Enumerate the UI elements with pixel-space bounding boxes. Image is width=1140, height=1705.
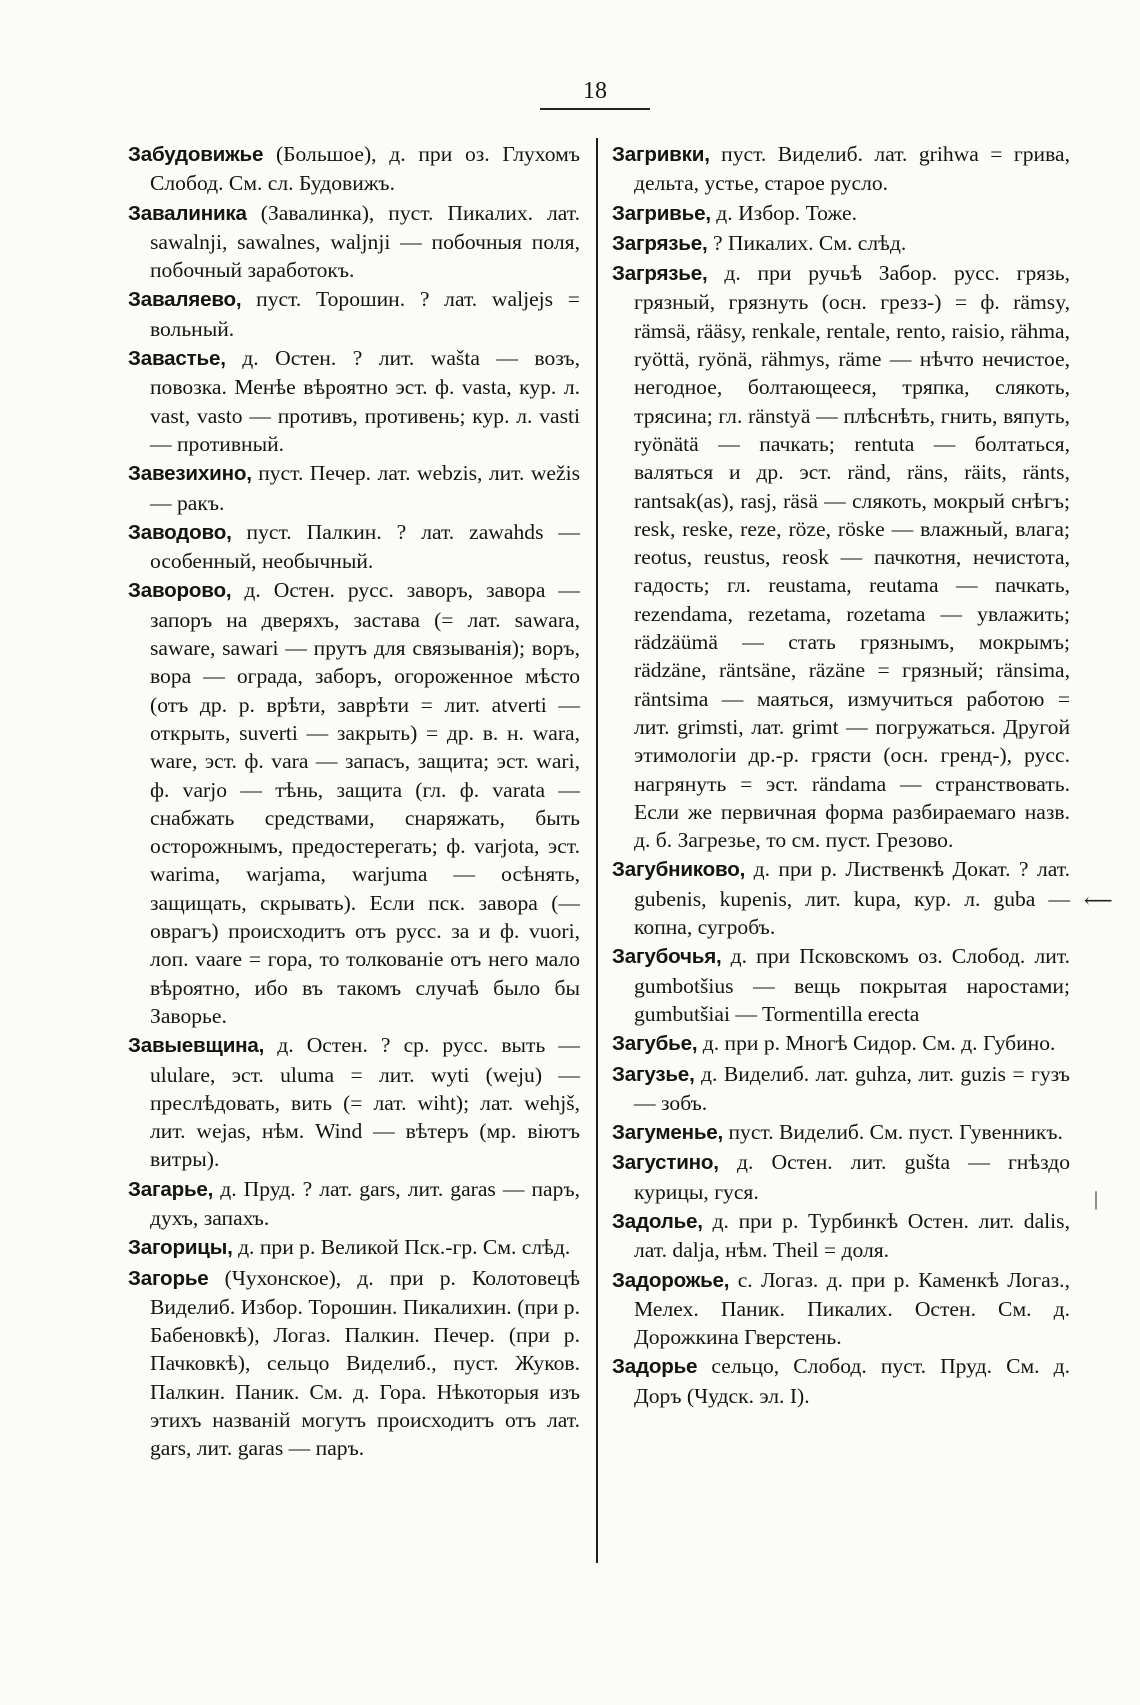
dictionary-entry bbox=[128, 1031, 580, 1173]
entry-headword: Завалиника bbox=[128, 201, 247, 225]
entry-headword: Задолье, bbox=[612, 1209, 703, 1233]
entry-headword: Завастье, bbox=[128, 347, 226, 371]
dictionary-entry bbox=[612, 1266, 1070, 1352]
entry-definition: сельцо, Слобод. пуст. Пруд. См. д. Доръ (Чудск. эл. I). bbox=[634, 1354, 1070, 1408]
entry-definition: (Завалинка), пуст. Пикалих. лат. sawalnji, sawalnes, waljnji — побочныя поля, побочный заработокъ. bbox=[150, 200, 580, 283]
dictionary-entry bbox=[128, 344, 580, 458]
entry-headword: Загубниково, bbox=[612, 858, 746, 882]
entry-definition: (Чухонское), д. при р. Колотовецѣ Виделиб. Избор. Торошин. Пикалихин. (при р. Бабеновкѣ), Логаз. Палкин. Печер. (при р. Пачковкѣ), сельцо Виделиб., пуст. Жуков. Палкин. Паник. См. д. Гора. Нѣкоторыя изъ этихъ названій могутъ происходитъ отъ лат. gars, лит. garas — паръ. bbox=[150, 1265, 580, 1461]
dictionary-entry bbox=[128, 576, 580, 1030]
entry-definition: пуст. Виделиб. лат. grihwa = грива, дельта, устье, старое русло. bbox=[634, 142, 1070, 196]
dictionary-entry bbox=[612, 1352, 1070, 1410]
entry-headword: Задорожье, bbox=[612, 1268, 730, 1292]
entry-definition: д. при р. Лиственкѣ Докат. ? лат. gubenis, kupenis, лит. kupa, кур. л. guba — копна, сугробъ. bbox=[634, 857, 1070, 940]
entry-headword: Загривье, bbox=[612, 201, 711, 225]
margin-mark-tick: | bbox=[1094, 1188, 1099, 1210]
entry-definition: ? Пикалих. См. слѣд. bbox=[712, 230, 907, 255]
dictionary-entry bbox=[128, 518, 580, 576]
dictionary-entry bbox=[128, 1233, 580, 1262]
entry-definition: д. при р. Многѣ Сидор. См. д. Губино. bbox=[702, 1031, 1056, 1056]
entry-headword: Завезихино, bbox=[128, 462, 252, 486]
entry-headword: Загорье bbox=[128, 1266, 209, 1290]
entry-headword: Завыевщина, bbox=[128, 1034, 265, 1058]
entry-definition: пуст. Палкин. ? лат. zawahds — особенный, необычный. bbox=[150, 519, 580, 574]
dictionary-entry bbox=[612, 259, 1070, 854]
entry-headword: Загубочья, bbox=[612, 945, 722, 969]
dictionary-entry bbox=[128, 199, 580, 285]
entry-headword: Забудовижье bbox=[128, 143, 264, 166]
entry-definition: пуст. Торошин. ? лат. waljejs = вольный. bbox=[150, 287, 580, 341]
entry-definition: д. Избор. Тоже. bbox=[716, 200, 858, 225]
entry-headword: Загуменье, bbox=[612, 1121, 724, 1145]
entry-definition: д. при р. Великой Пск.-гр. См. слѣд. bbox=[238, 1235, 571, 1260]
dictionary-entry bbox=[612, 140, 1070, 198]
entry-definition: д. Виделиб. лат. guhza, лит. guzis = гузъ — зобъ. bbox=[634, 1061, 1070, 1115]
entry-definition: д. Остен. русс. заворъ, завора — запоръ на дверяхъ, застава (= лат. sawara, saware, sawari — прутъ для связыванія); воръ, вора — ограда, заборъ, огороженное мѣсто (отъ др. р. врѣти, заврѣти = лит. atverti — открыть, suverti — закрыть) = др. в. н. wara, ware, эст. ф. vara — запасъ, защита; эст. wari, ф. varjo — тѣнь, защита (гл. ф. varata — снабжать средствами, снаряжать, быть осторожнымъ, предостерегать; ф. varjota, эст. warima, warjama, warjuma — осѣнять, защищать, скрывать). Если пск. завора (— оврагъ) происходитъ отъ русс. за и ф. vuori, лоп. vaare = гора, то толкованіе отъ него мало вѣроятно, ибо въ такомъ случаѣ было бы Заворье. bbox=[150, 578, 580, 1028]
entry-headword: Загузье, bbox=[612, 1062, 695, 1086]
dictionary-entry bbox=[128, 285, 580, 343]
entry-headword: Загубье, bbox=[612, 1032, 698, 1056]
dictionary-entry bbox=[612, 1060, 1070, 1118]
page-number: 18 bbox=[583, 78, 607, 104]
dictionary-entry bbox=[612, 229, 1070, 258]
dictionary-entry bbox=[612, 942, 1070, 1028]
entry-headword: Загрязье, bbox=[612, 231, 708, 255]
header-rule bbox=[540, 108, 650, 110]
entry-headword: Задорье bbox=[612, 1355, 698, 1379]
entry-definition: д. Остен. лит. gušta — гнѣздо курицы, гуся. bbox=[634, 1150, 1071, 1204]
dictionary-entry bbox=[128, 1264, 580, 1463]
dictionary-entry bbox=[612, 1029, 1070, 1058]
entry-definition: д. при Псковскомъ оз. Слобод. лит. gumbotšius — вещь покрытая наростами; gumbutšiai — Tormentilla erecta bbox=[634, 944, 1070, 1026]
entry-definition: д. Пруд. ? лат. gars, лит. garas — паръ, духъ, запахъ. bbox=[150, 1176, 581, 1230]
dictionary-entry bbox=[612, 1148, 1070, 1206]
margin-mark-arrow: ⟵ bbox=[1084, 890, 1113, 912]
entry-definition: с. Логаз. д. при р. Каменкѣ Логаз., Мелех. Паник. Пикалих. Остен. См. д. Дорожкина Гверстень. bbox=[634, 1267, 1070, 1350]
right-column bbox=[612, 140, 1070, 1411]
entry-definition: пуст. Печер. лат. webzis, лит. wežis — ракъ. bbox=[150, 461, 580, 515]
entry-definition: пуст. Виделиб. См. пуст. Гувенникъ. bbox=[728, 1120, 1063, 1145]
dictionary-entry bbox=[612, 855, 1070, 941]
entry-headword: Загарье, bbox=[128, 1177, 214, 1201]
entry-headword: Заводово, bbox=[128, 520, 232, 544]
entry-definition: д. Остен. ? ср. русс. выть — ululare, эст. uluma = лит. wyti (weju) — преслѣдовать, вить (= лат. wiht); лат. wehjš, лит. wejas, нѣм. Wind — вѣтеръ (мр. віютъ витры). bbox=[150, 1033, 580, 1172]
entry-headword: Загустино, bbox=[612, 1151, 719, 1175]
entry-definition: (Большое), д. при оз. Глухомъ Слобод. См. сл. Будовижъ. bbox=[150, 142, 581, 196]
column-divider bbox=[596, 138, 598, 1563]
entry-headword: Загорицы, bbox=[128, 1236, 233, 1260]
left-column bbox=[128, 140, 580, 1464]
dictionary-entry bbox=[612, 1207, 1070, 1265]
entry-headword: Загривки, bbox=[612, 143, 710, 166]
dictionary-entry bbox=[128, 140, 580, 198]
dictionary-entry bbox=[612, 199, 1070, 228]
entry-headword: Загрязье, bbox=[612, 262, 708, 286]
dictionary-entry bbox=[128, 459, 580, 517]
entry-definition: д. при р. Турбинкѣ Остен. лит. dalis, лат. dalja, нѣм. Theil = доля. bbox=[634, 1208, 1070, 1263]
entry-definition: д. при ручьѣ Забор. русс. грязь, грязный, грязнуть (осн. грезз-) = ф. rämsy, rämsä, rääsy, renkale, rentale, rento, raisio, rähma, ryöttä, ryönä, rähmys, räme — нѣчто нечистое, негодное, болтающееся, тряпка, слякоть, трясина; гл. ränstyä — плѣснѣть, гнить, вяпуть, ryönätä — пачкать; rentuta — болтаться, валяться и др. эст. ränd, räns, räits, ränts, rantsak(as), rasj, räsä — слякоть, мокрый снѣгъ; resk, reske, reze, röze, röske — влажный, влага; reotus, reustus, reosk — пачкотня, нечистота, гадость; гл. reustama, reutama — пачкать, rezendama, rezetama, rozetama — увлажить; rädzäümä — стать грязнымъ, мокрымъ; rädzäne, räntsäne, räzäne = грязный; ränsima, räntsima — маяться, измучиться работою = лит. grimsti, лат. grimt — погружаться. Другой этимологіи др.-р. грясти (осн. гренд-), русс. нагрянуть = эст. rändama — странствовать. Если же первичная форма разбираемаго назв. д. б. Загрезье, то см. пуст. Грезово. bbox=[634, 261, 1070, 853]
entry-headword: Заваляево, bbox=[128, 288, 242, 312]
entry-headword: Заворово, bbox=[128, 579, 232, 603]
entry-definition: д. Остен. ? лит. wašta — возъ, повозка. Менѣе вѣроятно эст. ф. vasta, кур. л. vast, vasto — противъ, противень; кур. л. vasti — противный. bbox=[150, 346, 580, 456]
dictionary-entry bbox=[612, 1118, 1070, 1147]
dictionary-entry bbox=[128, 1175, 580, 1233]
